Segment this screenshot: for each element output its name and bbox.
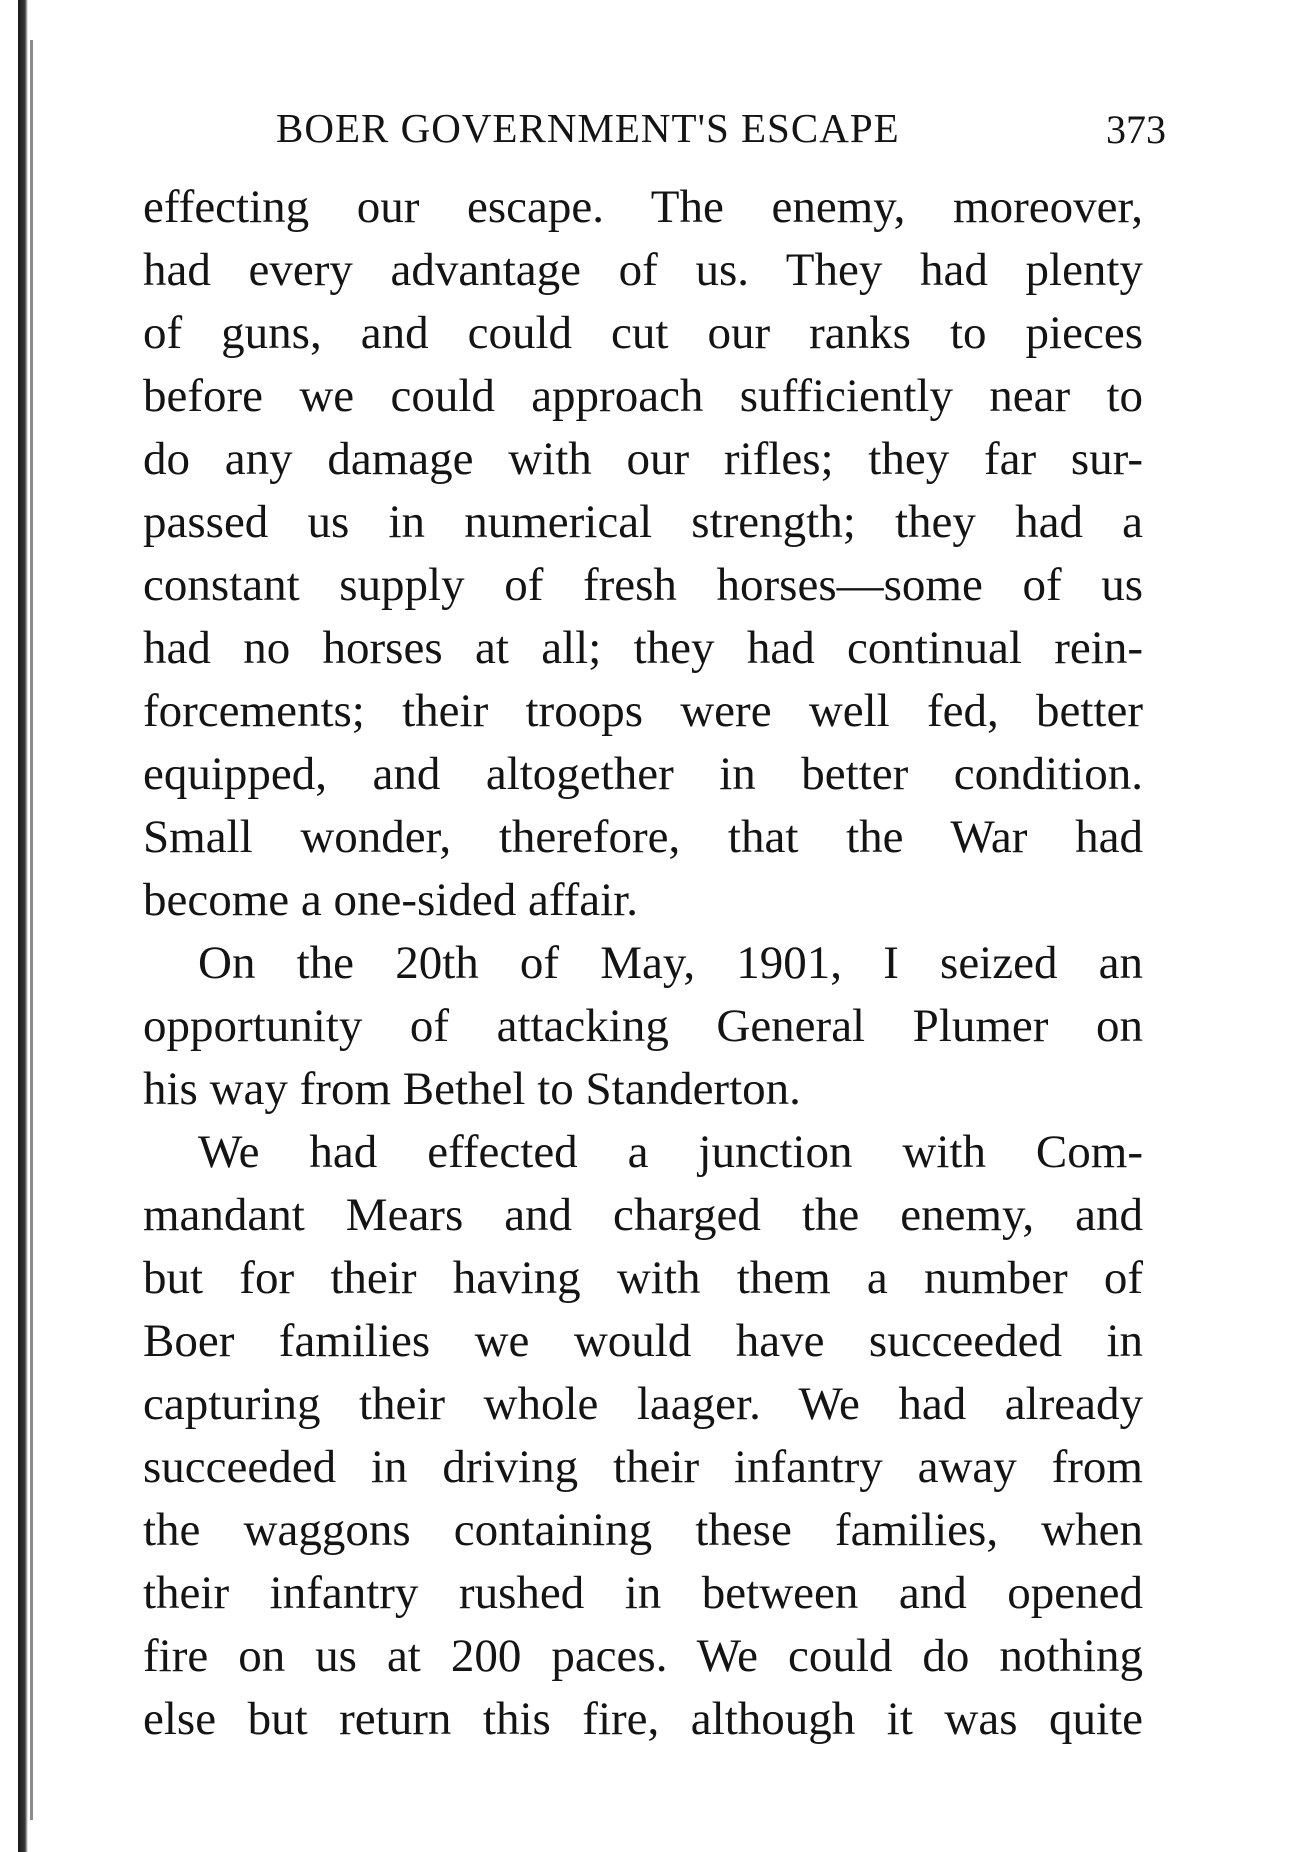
text-line: had no horses at all; they had continual rein- bbox=[143, 622, 1143, 674]
text-line: effecting our escape. The enemy, moreover, bbox=[143, 181, 1143, 233]
text-line: forcements; their troops were well fed, better bbox=[143, 685, 1143, 737]
text-line: had every advantage of us. They had plenty bbox=[143, 244, 1143, 296]
text-line: passed us in numerical strength; they had a bbox=[143, 496, 1143, 548]
text-line: his way from Bethel to Standerton. bbox=[143, 1063, 801, 1115]
text-line: their infantry rushed in between and opened bbox=[143, 1567, 1143, 1619]
text-line: opportunity of attacking General Plumer on bbox=[143, 1000, 1143, 1052]
text-line: capturing their whole laager. We had already bbox=[143, 1378, 1143, 1430]
text-line: do any damage with our rifles; they far sur- bbox=[143, 433, 1143, 485]
running-title: BOER GOVERNMENT'S ESCAPE bbox=[276, 105, 900, 151]
paragraph bbox=[143, 176, 1143, 932]
running-head bbox=[148, 104, 1166, 164]
text-line: equipped, and altogether in better condition. bbox=[143, 748, 1143, 800]
paragraph bbox=[143, 1121, 1143, 1751]
text-line: Small wonder, therefore, that the War had bbox=[143, 811, 1143, 863]
text-line: of guns, and could cut our ranks to pieces bbox=[143, 307, 1143, 359]
page-binding-edge bbox=[18, 0, 28, 1852]
text-line: but for their having with them a number of bbox=[143, 1252, 1143, 1304]
text-line: On the 20th of May, 1901, I seized an bbox=[198, 937, 1143, 989]
text-line: We had effected a junction with Com- bbox=[198, 1126, 1143, 1178]
paragraph bbox=[143, 932, 1143, 1121]
body-text bbox=[143, 176, 1143, 1751]
text-line: mandant Mears and charged the enemy, and bbox=[143, 1189, 1143, 1241]
page-number: 373 bbox=[1106, 107, 1166, 152]
text-line: Boer families we would have succeeded in bbox=[143, 1315, 1143, 1367]
page-binding-shadow bbox=[30, 40, 33, 1820]
text-line: else but return this fire, although it was quite bbox=[143, 1693, 1143, 1745]
text-line: fire on us at 200 paces. We could do nothing bbox=[143, 1630, 1143, 1682]
text-line: constant supply of fresh horses—some of us bbox=[143, 559, 1143, 611]
text-line: the waggons containing these families, when bbox=[143, 1504, 1143, 1556]
text-line: become a one-sided affair. bbox=[143, 874, 639, 926]
text-line: succeeded in driving their infantry away from bbox=[143, 1441, 1143, 1493]
text-line: before we could approach sufficiently near to bbox=[143, 370, 1143, 422]
